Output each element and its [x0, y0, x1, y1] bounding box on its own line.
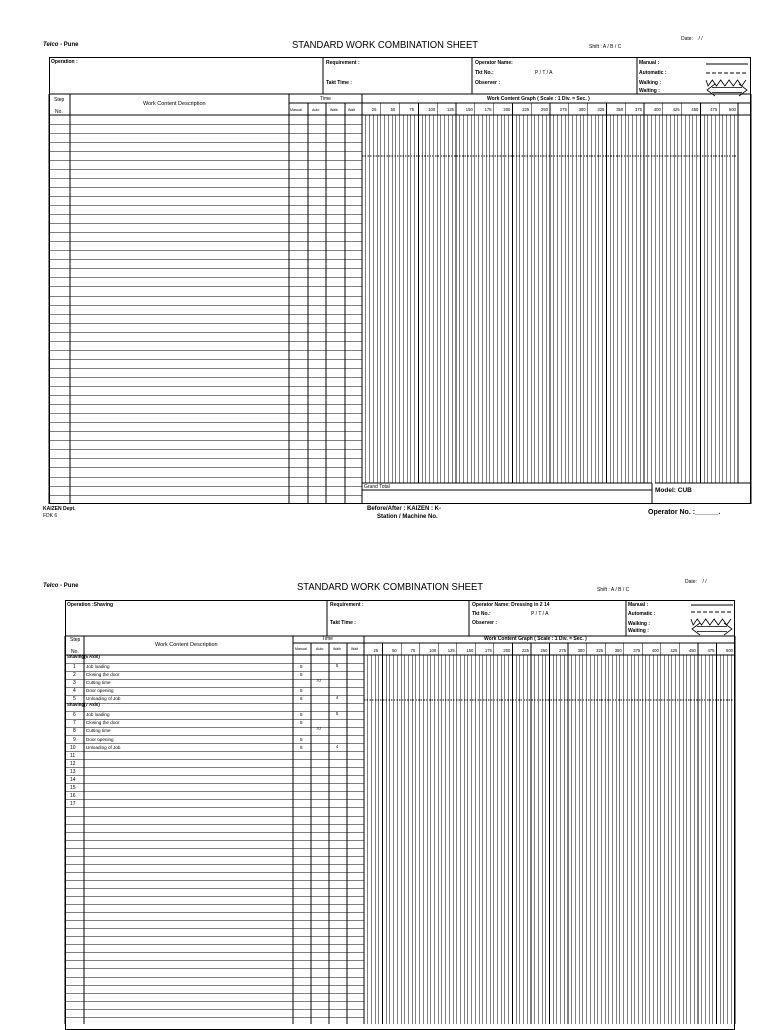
legend-walking: Walking : — [639, 80, 662, 86]
no-label: No. — [71, 649, 79, 655]
operator-no-label: Operator No. :______. — [648, 509, 721, 516]
cell-text: 125 — [447, 107, 454, 112]
cell-text: 6 — [300, 744, 303, 750]
shift-label: Shift : A / B / C — [589, 44, 622, 50]
cell-text: Job loading — [86, 712, 110, 718]
cell-text: 5 — [300, 736, 303, 742]
col-manual: Manual — [290, 108, 302, 112]
company-label: Telco - Pune — [43, 42, 79, 48]
cell-text: 14 — [70, 776, 76, 783]
cell-text: 4 — [73, 688, 76, 695]
kaizen-dept-label: KAIZEN Dept. — [43, 506, 76, 512]
cell-text: 475 — [710, 107, 718, 112]
cell-text: 500 — [729, 107, 736, 112]
cell-text: 250 — [540, 648, 548, 653]
legend-manual: Manual : — [628, 602, 649, 608]
legend-waiting-arrow — [692, 623, 732, 635]
cell-text: Cutting time — [86, 728, 111, 734]
before-after-label: Before/After : KAIZEN : K- — [367, 506, 442, 512]
cell-text: 75 — [410, 648, 416, 653]
wcd-label: Work Content Description — [143, 101, 206, 107]
cell-text: 75 — [409, 107, 415, 112]
cell-text: 4 — [336, 743, 339, 749]
cell-text: 100 — [428, 107, 436, 112]
cell-text: 25 — [373, 648, 379, 653]
operator-name-label: Operator Name: Dressing in 2 14 — [472, 602, 550, 608]
cell-text: 325 — [596, 648, 604, 653]
cell-text: Job loading — [86, 664, 110, 670]
observer-label: Observer : — [472, 620, 498, 626]
cell-text: 375 — [635, 107, 642, 112]
cell-text: 11 — [70, 752, 76, 759]
legend-automatic: Automatic : — [628, 611, 656, 617]
company-label: Telco - Pune — [43, 583, 79, 589]
cell-text: 7 — [73, 720, 76, 727]
col-auto: Auto — [316, 647, 324, 651]
cell-text: 425 — [670, 648, 678, 653]
step-label: Step — [70, 637, 81, 643]
operation-label: Operation : — [51, 59, 78, 65]
cell-text: 3 — [73, 680, 76, 687]
grand-total-label: Grand Total — [364, 484, 390, 490]
cell-text: 350 — [614, 648, 622, 653]
cell-text: Cutting time — [86, 680, 111, 686]
col-walk: Walk — [333, 647, 341, 651]
date-label: Date: / / — [681, 36, 703, 42]
requirement-label: Requirement : — [326, 60, 360, 66]
col-auto: Auto — [312, 108, 320, 112]
cell-text: 175 — [484, 107, 492, 112]
cell-text: 200 — [503, 648, 511, 653]
cell-text: 5 — [300, 720, 303, 726]
cell-text: 150 — [466, 648, 474, 653]
cell-text: 50 — [390, 107, 396, 112]
col-manual: Manual — [295, 647, 307, 651]
station-label: Station / Machine No. — [377, 514, 438, 520]
cell-text: 450 — [691, 107, 699, 112]
cell-text: 150 — [465, 107, 473, 112]
cell-text: 375 — [633, 648, 641, 653]
cell-text: Shaving(5 Axis) — [67, 654, 100, 659]
cell-text: 500 — [726, 648, 733, 653]
cell-text: 13 — [70, 768, 76, 775]
cell-text: 2 — [73, 672, 76, 679]
requirement-label: Requirement : — [330, 602, 364, 608]
legend-manual: Manual : — [639, 60, 660, 66]
sheet-title: STANDARD WORK COMBINATION SHEET — [297, 581, 484, 593]
cell-text: 17 — [70, 800, 76, 807]
cell-text: 275 — [559, 648, 567, 653]
cell-text: Shaving(7 Axis) — [67, 702, 100, 708]
cell-text: 70 — [316, 726, 321, 732]
cell-text: 100 — [429, 648, 437, 653]
col-wait: Wait — [348, 108, 356, 112]
cell-text: 50 — [392, 648, 397, 653]
cell-text: 125 — [447, 648, 455, 653]
time-label: Time — [322, 636, 333, 642]
cell-text: 1 — [73, 664, 76, 671]
cell-text: 250 — [541, 107, 548, 112]
cell-text: 70 — [316, 678, 321, 684]
cell-text: Closing the door — [86, 720, 120, 726]
cell-text: Door opening — [86, 736, 114, 742]
no-label: No. — [55, 109, 63, 115]
date-label: Date: / / — [685, 579, 707, 585]
cell-text: 300 — [578, 107, 586, 112]
cell-text: 475 — [707, 648, 715, 653]
pta-label: P / T / A — [531, 611, 549, 617]
cell-text: 6 — [73, 712, 76, 719]
graph-label: Work Content Graph ( Scale : 1 Div. = Sec. ) — [487, 96, 590, 102]
cell-text: 350 — [616, 107, 624, 112]
tkt-no-label: Tkt No.: — [475, 70, 494, 76]
cell-text: 8 — [73, 728, 76, 735]
cell-text: 16 — [70, 792, 76, 799]
operation-label: Operation :Shaving — [67, 602, 114, 608]
cell-text: 200 — [503, 107, 511, 112]
cell-text: 325 — [597, 107, 605, 112]
cell-text: 400 — [651, 648, 659, 653]
cell-text: 5 — [300, 688, 303, 694]
takt-time-label: Takt Time : — [330, 620, 356, 626]
step-label: Step — [54, 97, 65, 103]
cell-text: 400 — [653, 107, 661, 112]
cell-text: 275 — [559, 107, 567, 112]
legend-waiting: Waiting : — [628, 628, 649, 634]
col-wait: Wait — [351, 647, 359, 651]
cell-text: 5 — [73, 696, 76, 703]
cell-text: 175 — [484, 648, 492, 653]
cell-text: 5 — [300, 672, 303, 678]
cell-text: 15 — [70, 784, 76, 791]
graph-label: Work Content Graph ( Scale : 1 Div. = Sec. ) — [484, 636, 587, 642]
operator-name-label: Operator Name: — [475, 60, 513, 66]
wcd-label: Work Content Description — [155, 642, 218, 648]
cell-text: 9 — [73, 736, 76, 743]
legend-automatic: Automatic : — [639, 70, 667, 76]
observer-label: Observer : — [475, 80, 501, 86]
model-label: Model: CUB — [655, 487, 692, 494]
cell-text: 5 — [336, 711, 339, 717]
pta-label: P / T / A — [535, 70, 553, 76]
legend-walking: Walking : — [628, 621, 651, 627]
cell-text: Unloading of Job — [86, 744, 121, 750]
cell-text: 5 — [300, 712, 303, 718]
cell-text: 225 — [522, 107, 530, 112]
cell-text: 10 — [70, 744, 76, 751]
cell-text: 450 — [688, 648, 696, 653]
cell-text: 4 — [336, 695, 339, 701]
cell-text: 5 — [336, 663, 339, 669]
cell-text: 25 — [371, 107, 377, 112]
time-label: Time — [320, 96, 331, 102]
cell-text: 12 — [70, 760, 76, 767]
cell-text: 300 — [577, 648, 585, 653]
cell-text: Door opening — [86, 688, 114, 694]
cell-text: 425 — [672, 107, 680, 112]
tkt-no-label: Tkt No.: — [472, 611, 491, 617]
cell-text: 6 — [300, 696, 303, 702]
cell-text: Closing the door — [86, 672, 120, 678]
legend-waiting: Waiting : — [639, 88, 660, 94]
sheet-title: STANDARD WORK COMBINATION SHEET — [292, 39, 479, 51]
fdk-label: FDK 6 — [43, 513, 58, 519]
col-walk: Walk — [330, 108, 338, 112]
shift-label: Shift : A / B / C — [597, 587, 630, 593]
cell-text: 225 — [521, 648, 529, 653]
cell-text: Unloading of Job — [86, 696, 121, 702]
takt-time-label: Takt Time : — [326, 80, 352, 86]
cell-text: 5 — [300, 664, 303, 670]
